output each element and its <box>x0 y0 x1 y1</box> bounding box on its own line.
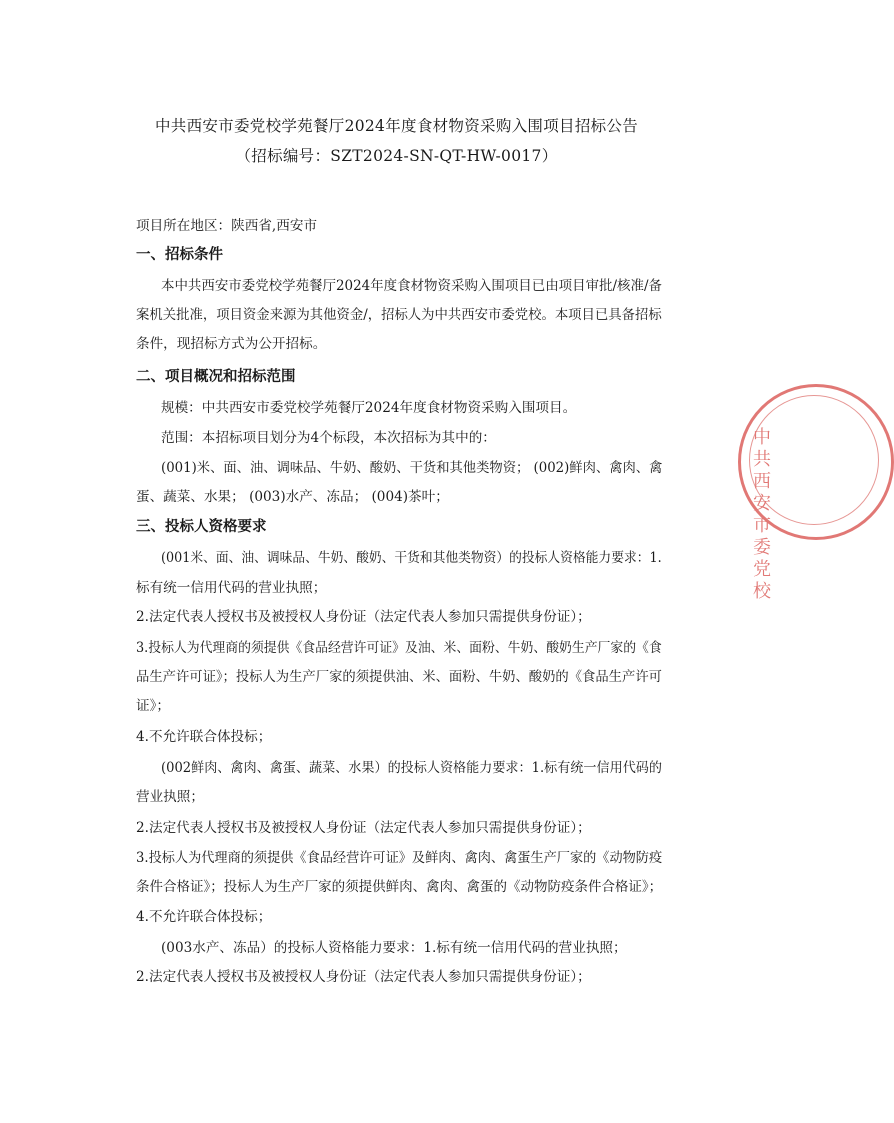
tender-number: （招标编号：SZT2024-SN-QT-HW-0017） <box>235 147 558 165</box>
paragraph-line: (001)米、面、油、调味品、牛奶、酸奶、干货和其他类物资； (002)鲜肉、禽肉、禽 <box>161 460 663 476</box>
section-heading-qualification: 三、投标人资格要求 <box>136 519 267 535</box>
paragraph-line: 2.法定代表人授权书及被授权人身份证（法定代表人参加只需提供身份证）； <box>136 609 591 625</box>
paragraph-line: 2.法定代表人授权书及被授权人身份证（法定代表人参加只需提供身份证）； <box>136 969 591 985</box>
paragraph-line: (003水产、冻品）的投标人资格能力要求：1.标有统一信用代码的营业执照； <box>161 940 627 956</box>
paragraph-line: 2.法定代表人授权书及被授权人身份证（法定代表人参加只需提供身份证）； <box>136 820 591 836</box>
paragraph-line: 标有统一信用代码的营业执照； <box>136 580 327 596</box>
document-title: 中共西安市委党校学苑餐厅2024年度食材物资采购入围项目招标公告 <box>154 117 639 135</box>
paragraph-line: 案机关批准，项目资金来源为其他资金/，招标人为中共西安市委党校。本项目已具备招标 <box>136 307 662 323</box>
paragraph-line: 本中共西安市委党校学苑餐厅2024年度食材物资采购入围项目已由项目审批/核准/备 <box>161 278 662 294</box>
paragraph-line: 4.不允许联合体投标； <box>136 729 272 745</box>
project-region: 项目所在地区：陕西省,西安市 <box>136 218 318 234</box>
paragraph-line: 品生产许可证》；投标人为生产厂家的须提供油、米、面粉、牛奶、酸奶的《食品生产许可 <box>136 669 662 685</box>
paragraph-line: 条件合格证》；投标人为生产厂家的须提供鲜肉、禽肉、禽蛋的《动物防疫条件合格证》； <box>136 879 663 895</box>
paragraph-line: 3.投标人为代理商的须提供《食品经营许可证》及鲜肉、禽肉、禽蛋生产厂家的《动物防疫 <box>136 850 663 866</box>
paragraph-line: 4.不允许联合体投标； <box>136 909 272 925</box>
paragraph-line: 3.投标人为代理商的须提供《食品经营许可证》及油、米、面粉、牛奶、酸奶生产厂家的《食 <box>136 640 662 656</box>
official-seal-stamp <box>738 384 894 602</box>
section-heading-overview: 二、项目概况和招标范围 <box>136 369 296 385</box>
paragraph-line: (001米、面、油、调味品、牛奶、酸奶、干货和其他类物资）的投标人资格能力要求：1. <box>161 550 662 566</box>
paragraph-line: 规模：中共西安市委党校学苑餐厅2024年度食材物资采购入围项目。 <box>161 400 577 416</box>
seal-text: 中共西安市委党校 <box>753 427 771 602</box>
paragraph-line: 蛋、蔬菜、水果； (003)水产、冻品； (004)茶叶； <box>136 489 449 505</box>
paragraph-line: 证》； <box>136 698 170 714</box>
section-heading-conditions: 一、招标条件 <box>136 247 223 263</box>
paragraph-line: (002鲜肉、禽肉、禽蛋、蔬菜、水果）的投标人资格能力要求：1.标有统一信用代码的 <box>161 760 662 776</box>
paragraph-line: 条件，现招标方式为公开招标。 <box>136 336 327 352</box>
paragraph-line: 营业执照； <box>136 789 204 805</box>
paragraph-line: 范围：本招标项目划分为4个标段，本次招标为其中的： <box>161 430 496 446</box>
